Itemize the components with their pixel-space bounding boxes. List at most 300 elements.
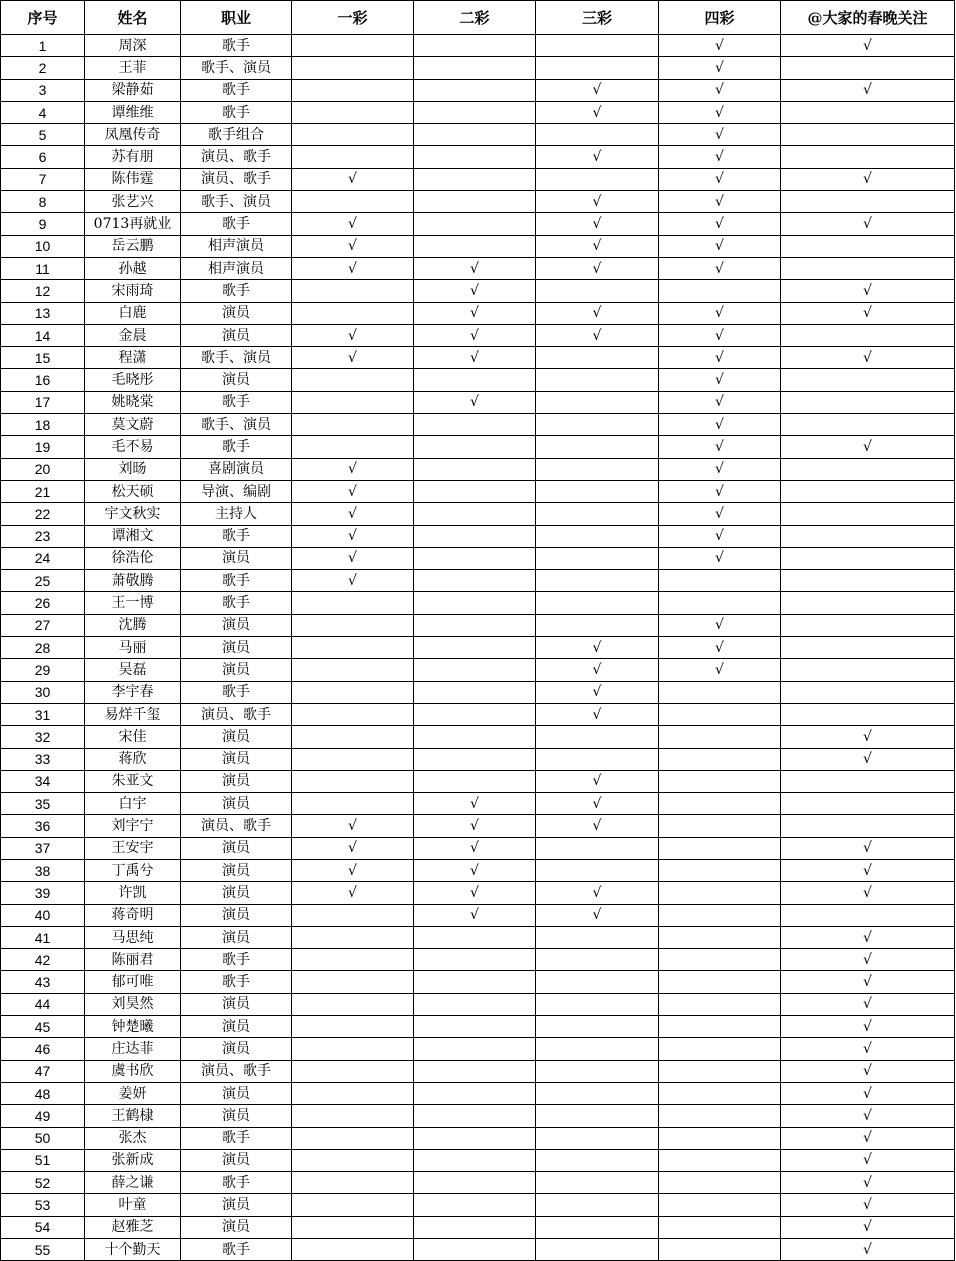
mark-gala-follow (781, 547, 955, 569)
table-row (1, 570, 955, 592)
mark-rehearsal-1 (292, 793, 414, 815)
mark-gala-follow: √ (781, 168, 955, 190)
mark-rehearsal-4: √ (659, 659, 781, 681)
performer-name: 陈伟霆 (85, 168, 181, 190)
performer-occupation: 歌手、演员 (181, 414, 292, 436)
table-row (1, 458, 955, 480)
mark-rehearsal-2 (414, 436, 536, 458)
mark-rehearsal-3 (536, 1216, 659, 1238)
mark-gala-follow: √ (781, 1239, 955, 1261)
performer-occupation: 演员 (181, 1194, 292, 1216)
performer-occupation: 歌手 (181, 101, 292, 123)
mark-rehearsal-4 (659, 882, 781, 904)
mark-rehearsal-4 (659, 770, 781, 792)
row-index: 34 (1, 770, 85, 792)
mark-rehearsal-1 (292, 1172, 414, 1194)
table-row (1, 191, 955, 213)
mark-rehearsal-2 (414, 1105, 536, 1127)
performer-occupation: 演员 (181, 1105, 292, 1127)
mark-rehearsal-2 (414, 1194, 536, 1216)
mark-rehearsal-1 (292, 302, 414, 324)
row-index: 8 (1, 191, 85, 213)
performer-occupation: 演员 (181, 859, 292, 881)
mark-rehearsal-4: √ (659, 302, 781, 324)
mark-gala-follow: √ (781, 1194, 955, 1216)
row-index: 17 (1, 391, 85, 413)
table-row (1, 726, 955, 748)
performer-name: 毛不易 (85, 436, 181, 458)
mark-rehearsal-1 (292, 101, 414, 123)
mark-gala-follow: √ (781, 1216, 955, 1238)
mark-rehearsal-4: √ (659, 347, 781, 369)
mark-rehearsal-1: √ (292, 570, 414, 592)
performer-occupation: 歌手 (181, 949, 292, 971)
mark-rehearsal-1 (292, 748, 414, 770)
mark-rehearsal-4 (659, 1127, 781, 1149)
performer-occupation: 演员 (181, 993, 292, 1015)
performer-name: 宇文秋实 (85, 503, 181, 525)
performer-name: 马思纯 (85, 926, 181, 948)
mark-rehearsal-1: √ (292, 347, 414, 369)
table-row (1, 748, 955, 770)
table-row (1, 347, 955, 369)
mark-rehearsal-2 (414, 1127, 536, 1149)
table-row (1, 124, 955, 146)
mark-rehearsal-3 (536, 1082, 659, 1104)
performer-name: 许凯 (85, 882, 181, 904)
performer-occupation: 导演、编剧 (181, 480, 292, 502)
mark-gala-follow (781, 659, 955, 681)
mark-rehearsal-1 (292, 1105, 414, 1127)
mark-rehearsal-2 (414, 369, 536, 391)
mark-rehearsal-4 (659, 726, 781, 748)
table-row (1, 1216, 955, 1238)
mark-rehearsal-4 (659, 1060, 781, 1082)
row-index: 51 (1, 1149, 85, 1171)
table-row (1, 949, 955, 971)
performer-occupation: 歌手、演员 (181, 57, 292, 79)
mark-rehearsal-4 (659, 1216, 781, 1238)
mark-rehearsal-2 (414, 458, 536, 480)
mark-rehearsal-4 (659, 1016, 781, 1038)
row-index: 23 (1, 525, 85, 547)
performer-occupation: 演员 (181, 637, 292, 659)
performer-occupation: 演员 (181, 1016, 292, 1038)
performer-occupation: 歌手 (181, 436, 292, 458)
performer-occupation: 演员 (181, 369, 292, 391)
mark-gala-follow: √ (781, 213, 955, 235)
mark-rehearsal-3 (536, 168, 659, 190)
row-index: 13 (1, 302, 85, 324)
performer-occupation: 演员 (181, 659, 292, 681)
mark-rehearsal-3 (536, 1127, 659, 1149)
mark-rehearsal-3 (536, 993, 659, 1015)
mark-rehearsal-3 (536, 280, 659, 302)
mark-rehearsal-4: √ (659, 146, 781, 168)
mark-rehearsal-4 (659, 681, 781, 703)
mark-rehearsal-4: √ (659, 257, 781, 279)
mark-rehearsal-1: √ (292, 837, 414, 859)
mark-rehearsal-4: √ (659, 369, 781, 391)
row-index: 4 (1, 101, 85, 123)
mark-gala-follow (781, 904, 955, 926)
mark-rehearsal-4: √ (659, 503, 781, 525)
performer-name: 郁可唯 (85, 971, 181, 993)
mark-rehearsal-2 (414, 235, 536, 257)
performer-name: 莫文蔚 (85, 414, 181, 436)
mark-rehearsal-1 (292, 904, 414, 926)
performer-name: 孙越 (85, 257, 181, 279)
row-index: 40 (1, 904, 85, 926)
mark-rehearsal-1 (292, 1016, 414, 1038)
performer-name: 李宇春 (85, 681, 181, 703)
header-occupation: 职业 (181, 1, 292, 35)
row-index: 39 (1, 882, 85, 904)
mark-rehearsal-1: √ (292, 859, 414, 881)
performer-name: 谭湘文 (85, 525, 181, 547)
mark-gala-follow: √ (781, 35, 955, 57)
mark-gala-follow: √ (781, 302, 955, 324)
mark-rehearsal-3 (536, 748, 659, 770)
mark-rehearsal-2 (414, 637, 536, 659)
mark-rehearsal-4: √ (659, 637, 781, 659)
mark-rehearsal-4 (659, 815, 781, 837)
table-row (1, 659, 955, 681)
row-index: 19 (1, 436, 85, 458)
mark-rehearsal-1: √ (292, 815, 414, 837)
mark-rehearsal-1 (292, 971, 414, 993)
mark-gala-follow: √ (781, 859, 955, 881)
mark-rehearsal-1 (292, 1060, 414, 1082)
table-row (1, 1239, 955, 1261)
table-row (1, 1127, 955, 1149)
mark-rehearsal-1: √ (292, 882, 414, 904)
row-index: 21 (1, 480, 85, 502)
mark-rehearsal-3 (536, 347, 659, 369)
mark-rehearsal-1: √ (292, 235, 414, 257)
mark-rehearsal-1 (292, 146, 414, 168)
mark-rehearsal-2 (414, 525, 536, 547)
performer-name: 吴磊 (85, 659, 181, 681)
table-row (1, 793, 955, 815)
performer-occupation: 歌手 (181, 592, 292, 614)
mark-rehearsal-2: √ (414, 904, 536, 926)
row-index: 3 (1, 79, 85, 101)
header-row (1, 1, 955, 35)
performer-occupation: 歌手 (181, 971, 292, 993)
mark-rehearsal-1: √ (292, 324, 414, 346)
mark-gala-follow: √ (781, 1172, 955, 1194)
mark-gala-follow (781, 637, 955, 659)
row-index: 36 (1, 815, 85, 837)
mark-rehearsal-1 (292, 949, 414, 971)
mark-rehearsal-1 (292, 681, 414, 703)
table-row (1, 257, 955, 279)
mark-rehearsal-3: √ (536, 815, 659, 837)
performer-name: 庄达菲 (85, 1038, 181, 1060)
table-row (1, 1082, 955, 1104)
performer-name: 马丽 (85, 637, 181, 659)
mark-rehearsal-2: √ (414, 257, 536, 279)
mark-rehearsal-2: √ (414, 391, 536, 413)
mark-rehearsal-4: √ (659, 547, 781, 569)
mark-rehearsal-3 (536, 1149, 659, 1171)
mark-rehearsal-3: √ (536, 637, 659, 659)
mark-rehearsal-2 (414, 570, 536, 592)
mark-rehearsal-3 (536, 1105, 659, 1127)
performer-occupation: 歌手 (181, 525, 292, 547)
table-row (1, 904, 955, 926)
table-header (1, 1, 955, 35)
performer-name: 徐浩伦 (85, 547, 181, 569)
mark-rehearsal-3 (536, 525, 659, 547)
mark-gala-follow: √ (781, 347, 955, 369)
mark-rehearsal-3: √ (536, 681, 659, 703)
performer-occupation: 演员 (181, 726, 292, 748)
mark-gala-follow (781, 235, 955, 257)
mark-gala-follow: √ (781, 436, 955, 458)
mark-rehearsal-4 (659, 1239, 781, 1261)
mark-gala-follow: √ (781, 280, 955, 302)
mark-rehearsal-1 (292, 592, 414, 614)
mark-rehearsal-3 (536, 480, 659, 502)
mark-rehearsal-3 (536, 1038, 659, 1060)
performer-name: 谭维维 (85, 101, 181, 123)
mark-rehearsal-2: √ (414, 347, 536, 369)
mark-rehearsal-2 (414, 681, 536, 703)
mark-rehearsal-1 (292, 614, 414, 636)
performer-name: 张新成 (85, 1149, 181, 1171)
performer-occupation: 演员 (181, 748, 292, 770)
mark-rehearsal-2 (414, 703, 536, 725)
mark-rehearsal-2 (414, 1038, 536, 1060)
mark-gala-follow (781, 146, 955, 168)
mark-rehearsal-2 (414, 726, 536, 748)
mark-gala-follow (781, 391, 955, 413)
row-index: 31 (1, 703, 85, 725)
performer-occupation: 演员 (181, 324, 292, 346)
mark-rehearsal-4: √ (659, 391, 781, 413)
mark-rehearsal-1 (292, 57, 414, 79)
mark-rehearsal-3 (536, 570, 659, 592)
mark-rehearsal-1: √ (292, 503, 414, 525)
performer-occupation: 演员 (181, 614, 292, 636)
mark-rehearsal-1 (292, 703, 414, 725)
table-body (1, 35, 955, 1261)
row-index: 32 (1, 726, 85, 748)
performer-name: 刘宇宁 (85, 815, 181, 837)
table-row (1, 302, 955, 324)
performer-occupation: 演员、歌手 (181, 815, 292, 837)
table-row (1, 592, 955, 614)
mark-rehearsal-1 (292, 1038, 414, 1060)
mark-rehearsal-3 (536, 57, 659, 79)
mark-rehearsal-4 (659, 837, 781, 859)
performer-name: 周深 (85, 35, 181, 57)
mark-rehearsal-1 (292, 391, 414, 413)
header-gala-follow: @大家的春晚关注 (781, 1, 955, 35)
mark-rehearsal-1: √ (292, 257, 414, 279)
table-row (1, 280, 955, 302)
row-index: 42 (1, 949, 85, 971)
performer-occupation: 演员 (181, 882, 292, 904)
table-row (1, 213, 955, 235)
table-row (1, 1149, 955, 1171)
performer-occupation: 主持人 (181, 503, 292, 525)
mark-gala-follow: √ (781, 1060, 955, 1082)
performer-name: 宋佳 (85, 726, 181, 748)
header-rehearsal-1: 一彩 (292, 1, 414, 35)
mark-rehearsal-4 (659, 703, 781, 725)
row-index: 50 (1, 1127, 85, 1149)
mark-rehearsal-4 (659, 793, 781, 815)
mark-rehearsal-2: √ (414, 280, 536, 302)
mark-rehearsal-2 (414, 748, 536, 770)
mark-gala-follow (781, 124, 955, 146)
header-name: 姓名 (85, 1, 181, 35)
mark-rehearsal-4 (659, 949, 781, 971)
mark-rehearsal-2 (414, 592, 536, 614)
mark-rehearsal-4: √ (659, 324, 781, 346)
performer-name: 白宇 (85, 793, 181, 815)
row-index: 1 (1, 35, 85, 57)
performer-name: 萧敬腾 (85, 570, 181, 592)
performer-name: 蒋欣 (85, 748, 181, 770)
row-index: 16 (1, 369, 85, 391)
mark-rehearsal-4: √ (659, 191, 781, 213)
mark-rehearsal-3 (536, 592, 659, 614)
performer-name: 赵雅芝 (85, 1216, 181, 1238)
table-row (1, 414, 955, 436)
mark-gala-follow (781, 525, 955, 547)
mark-rehearsal-2 (414, 659, 536, 681)
mark-rehearsal-1 (292, 414, 414, 436)
table-row (1, 1016, 955, 1038)
mark-rehearsal-4: √ (659, 168, 781, 190)
mark-gala-follow: √ (781, 993, 955, 1015)
mark-rehearsal-3: √ (536, 324, 659, 346)
table-row (1, 1060, 955, 1082)
mark-rehearsal-3: √ (536, 213, 659, 235)
mark-rehearsal-2: √ (414, 882, 536, 904)
mark-rehearsal-3: √ (536, 770, 659, 792)
table-row (1, 168, 955, 190)
mark-rehearsal-3 (536, 1172, 659, 1194)
mark-gala-follow: √ (781, 1082, 955, 1104)
mark-rehearsal-2 (414, 101, 536, 123)
row-index: 37 (1, 837, 85, 859)
performer-name: 陈丽君 (85, 949, 181, 971)
header-index: 序号 (1, 1, 85, 35)
performer-name: 朱亚文 (85, 770, 181, 792)
mark-rehearsal-3: √ (536, 257, 659, 279)
row-index: 15 (1, 347, 85, 369)
mark-rehearsal-2 (414, 79, 536, 101)
mark-rehearsal-3 (536, 458, 659, 480)
table-row (1, 1194, 955, 1216)
row-index: 47 (1, 1060, 85, 1082)
mark-gala-follow: √ (781, 1016, 955, 1038)
mark-gala-follow (781, 57, 955, 79)
mark-rehearsal-3 (536, 926, 659, 948)
mark-rehearsal-4: √ (659, 614, 781, 636)
row-index: 18 (1, 414, 85, 436)
mark-rehearsal-1 (292, 726, 414, 748)
performer-occupation: 演员 (181, 302, 292, 324)
mark-rehearsal-1 (292, 1127, 414, 1149)
mark-gala-follow (781, 324, 955, 346)
performer-name: 薛之谦 (85, 1172, 181, 1194)
mark-rehearsal-4 (659, 1149, 781, 1171)
mark-rehearsal-1 (292, 369, 414, 391)
mark-gala-follow (781, 369, 955, 391)
mark-rehearsal-4: √ (659, 235, 781, 257)
mark-gala-follow (781, 681, 955, 703)
mark-gala-follow: √ (781, 926, 955, 948)
table-row (1, 770, 955, 792)
mark-gala-follow (781, 101, 955, 123)
mark-gala-follow: √ (781, 1038, 955, 1060)
performer-occupation: 演员 (181, 1038, 292, 1060)
table-row (1, 859, 955, 881)
mark-rehearsal-3 (536, 369, 659, 391)
performer-occupation: 歌手组合 (181, 124, 292, 146)
performer-name: 松天硕 (85, 480, 181, 502)
header-rehearsal-3: 三彩 (536, 1, 659, 35)
mark-rehearsal-1: √ (292, 480, 414, 502)
mark-rehearsal-3: √ (536, 235, 659, 257)
row-index: 30 (1, 681, 85, 703)
mark-rehearsal-2 (414, 168, 536, 190)
row-index: 12 (1, 280, 85, 302)
performer-name: 蒋奇明 (85, 904, 181, 926)
table-row (1, 703, 955, 725)
mark-rehearsal-3 (536, 614, 659, 636)
performer-occupation: 歌手 (181, 1172, 292, 1194)
mark-rehearsal-3: √ (536, 659, 659, 681)
mark-rehearsal-1: √ (292, 213, 414, 235)
performer-occupation: 演员 (181, 1149, 292, 1171)
performer-occupation: 歌手 (181, 79, 292, 101)
performer-name: 岳云鹏 (85, 235, 181, 257)
table-row (1, 235, 955, 257)
mark-rehearsal-4: √ (659, 124, 781, 146)
performer-occupation: 演员、歌手 (181, 146, 292, 168)
mark-rehearsal-3 (536, 391, 659, 413)
mark-rehearsal-4: √ (659, 414, 781, 436)
performer-name: 0713再就业 (85, 213, 181, 235)
mark-rehearsal-1 (292, 1149, 414, 1171)
mark-gala-follow (781, 703, 955, 725)
table-row (1, 1038, 955, 1060)
mark-rehearsal-2 (414, 770, 536, 792)
mark-rehearsal-4 (659, 570, 781, 592)
mark-rehearsal-4 (659, 1105, 781, 1127)
mark-rehearsal-2: √ (414, 837, 536, 859)
table-row (1, 1172, 955, 1194)
mark-rehearsal-3 (536, 1060, 659, 1082)
performer-occupation: 演员 (181, 1216, 292, 1238)
mark-rehearsal-4 (659, 748, 781, 770)
table-row (1, 926, 955, 948)
mark-rehearsal-2 (414, 503, 536, 525)
performer-occupation: 演员 (181, 793, 292, 815)
table-row (1, 882, 955, 904)
mark-gala-follow: √ (781, 748, 955, 770)
mark-rehearsal-2 (414, 926, 536, 948)
mark-gala-follow: √ (781, 1149, 955, 1171)
mark-gala-follow (781, 570, 955, 592)
